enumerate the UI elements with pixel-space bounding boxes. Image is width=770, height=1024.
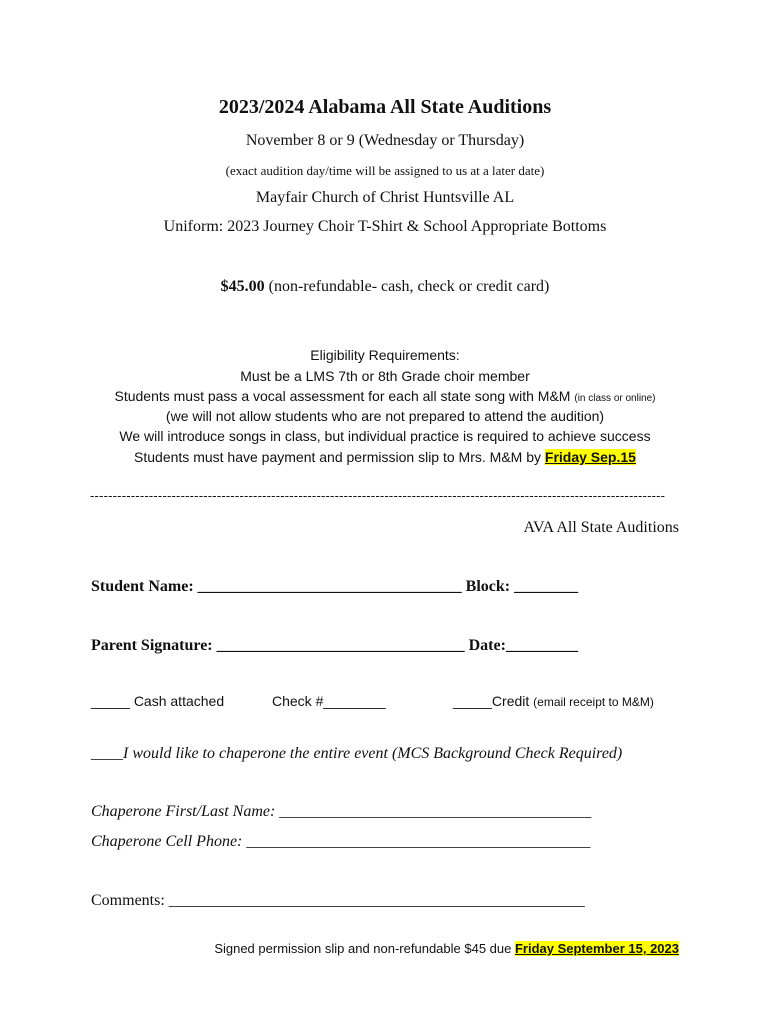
eligibility-req-payment (0, 449, 770, 465)
audition-location: Mayfair Church of Christ Huntsville AL (255, 189, 515, 206)
form-section-title: AVA All State Auditions (523, 519, 679, 536)
cut-line: ------------------------------------------------------------------------------------------------------------------------------- (90, 488, 666, 503)
comments-field[interactable]: Comments: ____________________________________________________ (91, 892, 585, 909)
credit-note: (email receipt to M&M) (533, 695, 654, 709)
payment-deadline: Friday Sep.15 (544, 449, 636, 465)
credit-option[interactable] (453, 693, 654, 709)
audition-dates: November 8 or 9 (Wednesday or Thursday) (245, 132, 525, 149)
credit-label: _____Credit (453, 693, 534, 709)
footer-text: Signed permission slip and non-refundable $45 due (214, 941, 515, 956)
uniform-line: Uniform: 2023 Journey Choir T-Shirt & School Appropriate Bottoms (163, 218, 607, 235)
chaperone-name-field[interactable]: Chaperone First/Last Name: _______________________________________ (91, 803, 592, 820)
fee-amount: $45.00 (220, 278, 265, 295)
assessment-text: Students must pass a vocal assessment for each all state song with M&M (114, 388, 575, 404)
footer-due-note (214, 941, 679, 956)
chaperone-phone-field[interactable]: Chaperone Cell Phone: ___________________________________________ (91, 833, 591, 850)
fee-line (0, 278, 770, 296)
chaperone-option[interactable]: ____I would like to chaperone the entire event (MCS Background Check Required) (91, 745, 623, 762)
student-name-field[interactable]: Student Name: _________________________________ Block: ________ (91, 578, 579, 595)
assessment-mode: (in class or online) (574, 393, 656, 404)
assignment-note: (exact audition day/time will be assigned to us at a later date) (225, 163, 545, 178)
eligibility-heading: Eligibility Requirements: (310, 347, 460, 363)
payment-text: Students must have payment and permission slip to Mrs. M&M by (134, 449, 545, 465)
fee-note: (non-refundable- cash, check or credit card) (264, 278, 550, 295)
eligibility-req-practice: We will introduce songs in class, but individual practice is required to achieve success (119, 428, 651, 444)
cash-option[interactable]: _____ Cash attached (91, 693, 225, 709)
check-option[interactable]: Check #________ (272, 693, 386, 709)
eligibility-req-grade: Must be a LMS 7th or 8th Grade choir member (240, 368, 530, 384)
parent-signature-field[interactable]: Parent Signature: _______________________________ Date:_________ (91, 637, 578, 654)
eligibility-req-assessment (0, 388, 770, 404)
eligibility-req-prepared: (we will not allow students who are not prepared to attend the audition) (165, 408, 605, 424)
footer-deadline: Friday September 15, 2023 (514, 941, 679, 956)
page-title: 2023/2024 Alabama All State Auditions (218, 96, 552, 118)
